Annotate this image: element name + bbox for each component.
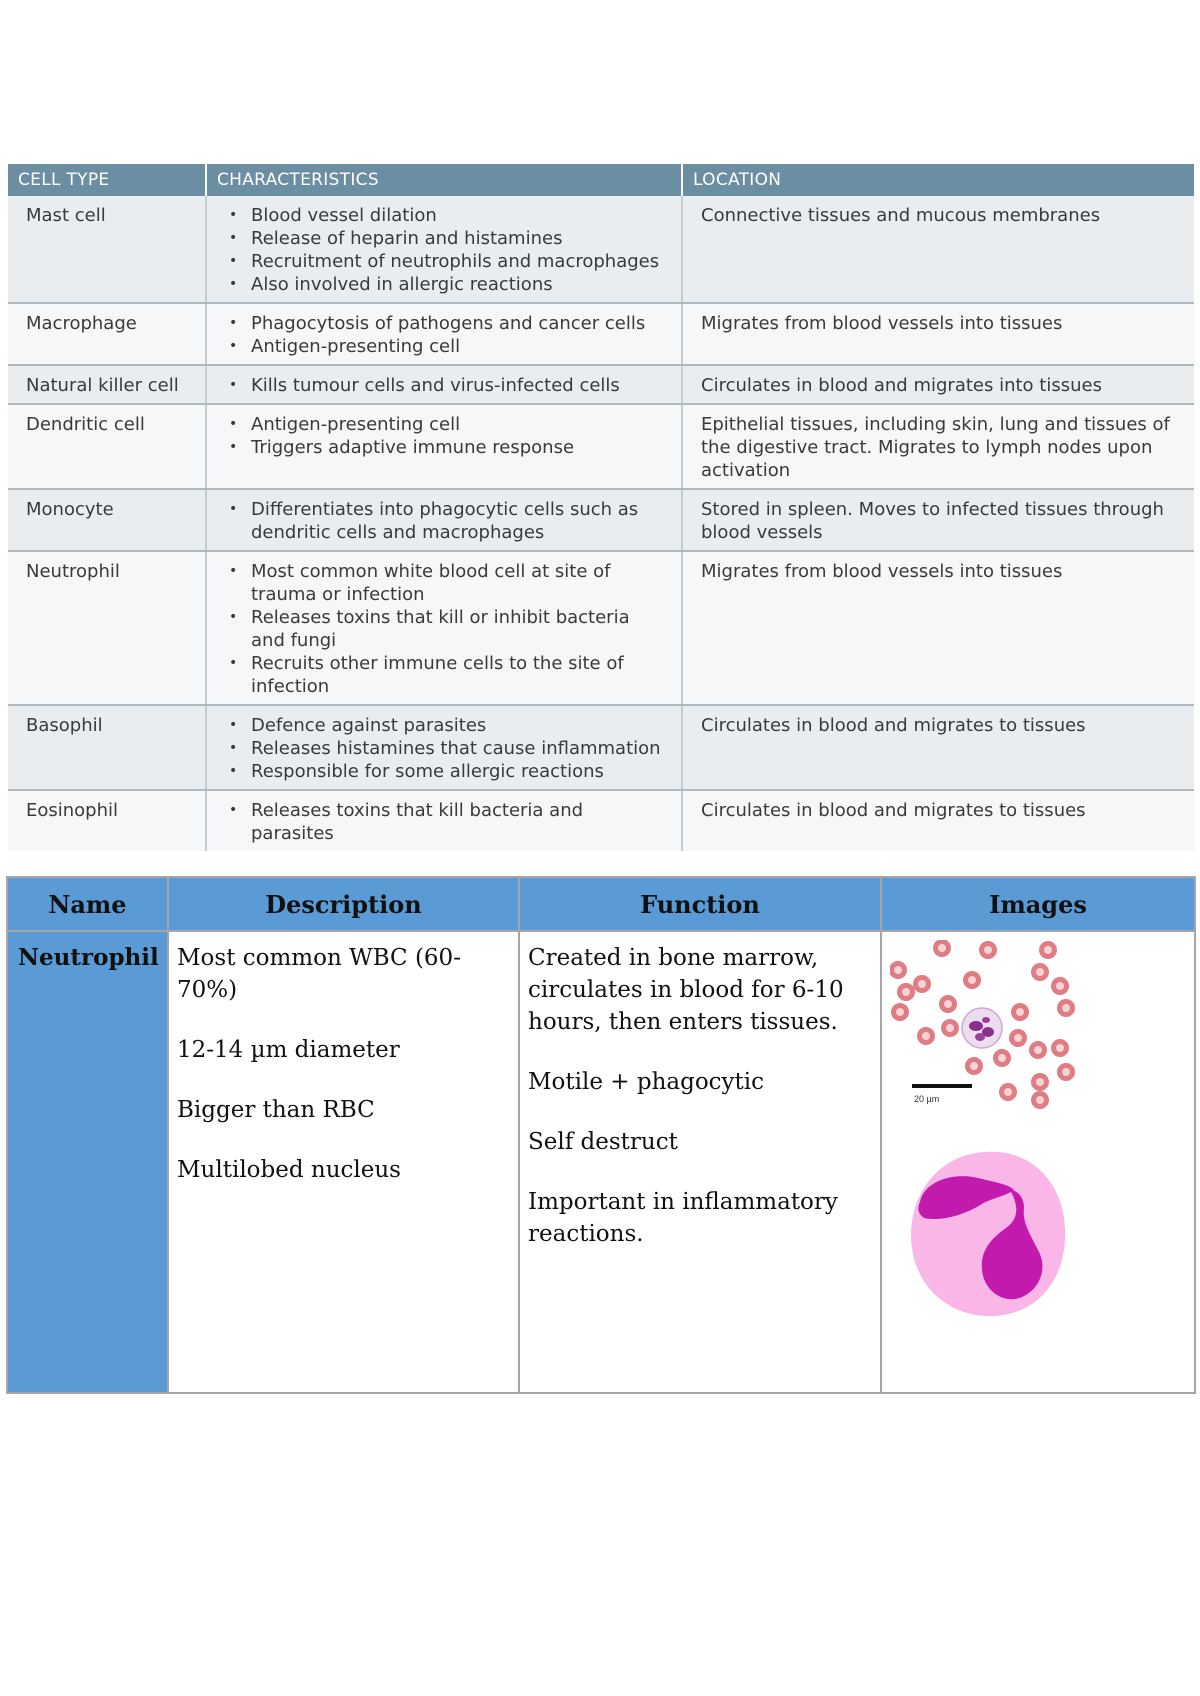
- table-row: [8, 196, 1194, 303]
- description-item: Multilobed nucleus: [177, 1157, 401, 1183]
- characteristics-cell: [206, 303, 682, 365]
- location-cell: Stored in spleen. Moves to infected tissues through blood vessels: [682, 489, 1194, 551]
- red-blood-cell-center: [938, 944, 946, 952]
- location-cell: Epithelial tissues, including skin, lung and tissues of the digestive tract. Migrates to lymph nodes upon activation: [682, 404, 1194, 489]
- characteristics-cell: [206, 404, 682, 489]
- table1-header-row: [8, 164, 1194, 196]
- table-row: [8, 790, 1194, 851]
- function-item: Created in bone marrow, circulates in blood for 6-10 hours, then enters tissues.: [528, 945, 844, 1035]
- red-blood-cell-center: [1062, 1068, 1070, 1076]
- characteristics-cell: [206, 551, 682, 705]
- header-description: Description: [168, 877, 519, 931]
- red-blood-cell-center: [944, 1000, 952, 1008]
- function-cell: [519, 931, 881, 1393]
- immune-cell-types-table: [8, 164, 1194, 851]
- characteristic-item: • Releases toxins that kill bacteria and parasites: [251, 799, 667, 845]
- red-blood-cell-center: [1062, 1004, 1070, 1012]
- characteristic-item: • Release of heparin and histamines: [251, 227, 667, 250]
- cell-type-name: Monocyte: [8, 489, 206, 551]
- characteristic-item: • Phagocytosis of pathogens and cancer cells: [251, 312, 667, 335]
- red-blood-cell-center: [922, 1032, 930, 1040]
- red-blood-cell-center: [1014, 1034, 1022, 1042]
- function-item: Motile + phagocytic: [528, 1069, 765, 1095]
- characteristic-item: • Differentiates into phagocytic cells such as dendritic cells and macrophages: [251, 498, 667, 544]
- characteristics-list: [225, 374, 667, 397]
- description-cell: [168, 931, 519, 1393]
- red-blood-cell-center: [1004, 1088, 1012, 1096]
- table-row: [7, 931, 1195, 1393]
- red-blood-cell-center: [1034, 1046, 1042, 1054]
- header-location: LOCATION: [682, 164, 1194, 196]
- characteristics-list: [225, 560, 667, 698]
- red-blood-cell-center: [1056, 982, 1064, 990]
- characteristic-item: • Antigen-presenting cell: [251, 335, 667, 358]
- neutrophil-micrograph: [890, 940, 1090, 1122]
- characteristics-list: [225, 498, 667, 544]
- function-item: Important in inflammatory reactions.: [528, 1189, 838, 1247]
- header-images: Images: [881, 877, 1195, 931]
- location-cell: Migrates from blood vessels into tissues: [682, 303, 1194, 365]
- cell-type-name: Basophil: [8, 705, 206, 790]
- characteristic-item: • Kills tumour cells and virus-infected cells: [251, 374, 667, 397]
- description-item: Most common WBC (60-70%): [177, 945, 461, 1003]
- characteristic-item: • Defence against parasites: [251, 714, 667, 737]
- red-blood-cell-center: [902, 988, 910, 996]
- characteristic-item: • Recruits other immune cells to the site of infection: [251, 652, 667, 698]
- characteristics-list: [225, 204, 667, 296]
- characteristic-item: • Recruitment of neutrophils and macrophages: [251, 250, 667, 273]
- red-blood-cell-center: [918, 980, 926, 988]
- characteristics-list: [225, 312, 667, 358]
- header-characteristics: CHARACTERISTICS: [206, 164, 682, 196]
- cell-type-name: Eosinophil: [8, 790, 206, 851]
- location-cell: Circulates in blood and migrates to tissues: [682, 705, 1194, 790]
- function-item: Self destruct: [528, 1129, 678, 1155]
- cell-type-name: Natural killer cell: [8, 365, 206, 404]
- characteristics-cell: [206, 365, 682, 404]
- characteristic-item: • Responsible for some allergic reactions: [251, 760, 667, 783]
- header-name: Name: [7, 877, 168, 931]
- red-blood-cell-center: [1036, 1096, 1044, 1104]
- red-blood-cell-center: [1036, 968, 1044, 976]
- red-blood-cell-center: [1036, 1078, 1044, 1086]
- characteristics-cell: [206, 790, 682, 851]
- characteristic-item: • Triggers adaptive immune response: [251, 436, 667, 459]
- characteristics-list: [225, 799, 667, 845]
- red-blood-cell-center: [998, 1054, 1006, 1062]
- characteristic-item: • Antigen-presenting cell: [251, 413, 667, 436]
- location-cell: Circulates in blood and migrates into tissues: [682, 365, 1194, 404]
- red-blood-cell-center: [1056, 1044, 1064, 1052]
- description-item: Bigger than RBC: [177, 1097, 375, 1123]
- characteristic-item: • Releases histamines that cause inflammation: [251, 737, 667, 760]
- cell-type-name: Macrophage: [8, 303, 206, 365]
- table-row: [8, 365, 1194, 404]
- characteristic-item: • Also involved in allergic reactions: [251, 273, 667, 296]
- location-cell: Migrates from blood vessels into tissues: [682, 551, 1194, 705]
- characteristic-item: • Blood vessel dilation: [251, 204, 667, 227]
- neutrophil-diagram: [902, 1146, 1072, 1321]
- description-item: 12-14 µm diameter: [177, 1037, 400, 1063]
- table-row: [8, 489, 1194, 551]
- cytoplasm-shape: [911, 1152, 1065, 1316]
- characteristics-list: [225, 413, 667, 459]
- characteristics-cell: [206, 196, 682, 303]
- red-blood-cell-center: [896, 1008, 904, 1016]
- characteristics-list: [225, 714, 667, 783]
- characteristic-item: • Most common white blood cell at site of trauma or infection: [251, 560, 667, 606]
- cell-type-name: Mast cell: [8, 196, 206, 303]
- cell-type-name: Neutrophil: [8, 551, 206, 705]
- neutrophil-table: [6, 876, 1196, 1394]
- red-blood-cell-center: [968, 976, 976, 984]
- red-blood-cell-center: [894, 966, 902, 974]
- table2-header-row: [7, 877, 1195, 931]
- location-cell: Circulates in blood and migrates to tissues: [682, 790, 1194, 851]
- characteristic-item: • Releases toxins that kill or inhibit bacteria and fungi: [251, 606, 667, 652]
- red-blood-cell-center: [946, 1024, 954, 1032]
- neutrophil-cell-image: [962, 1008, 1002, 1048]
- table-row: [8, 404, 1194, 489]
- table-row: [8, 705, 1194, 790]
- header-function: Function: [519, 877, 881, 931]
- scale-bar-label: 20 µm: [914, 1094, 940, 1104]
- red-blood-cell-center: [984, 946, 992, 954]
- characteristics-cell: [206, 705, 682, 790]
- header-cell-type: CELL TYPE: [8, 164, 206, 196]
- images-cell: [881, 931, 1195, 1393]
- neutrophil-name-cell: Neutrophil: [7, 931, 168, 1393]
- location-cell: Connective tissues and mucous membranes: [682, 196, 1194, 303]
- cell-type-name: Dendritic cell: [8, 404, 206, 489]
- table-row: [8, 551, 1194, 705]
- red-blood-cell-center: [970, 1062, 978, 1070]
- characteristics-cell: [206, 489, 682, 551]
- red-blood-cell-center: [1016, 1008, 1024, 1016]
- table-row: [8, 303, 1194, 365]
- red-blood-cell-center: [1044, 946, 1052, 954]
